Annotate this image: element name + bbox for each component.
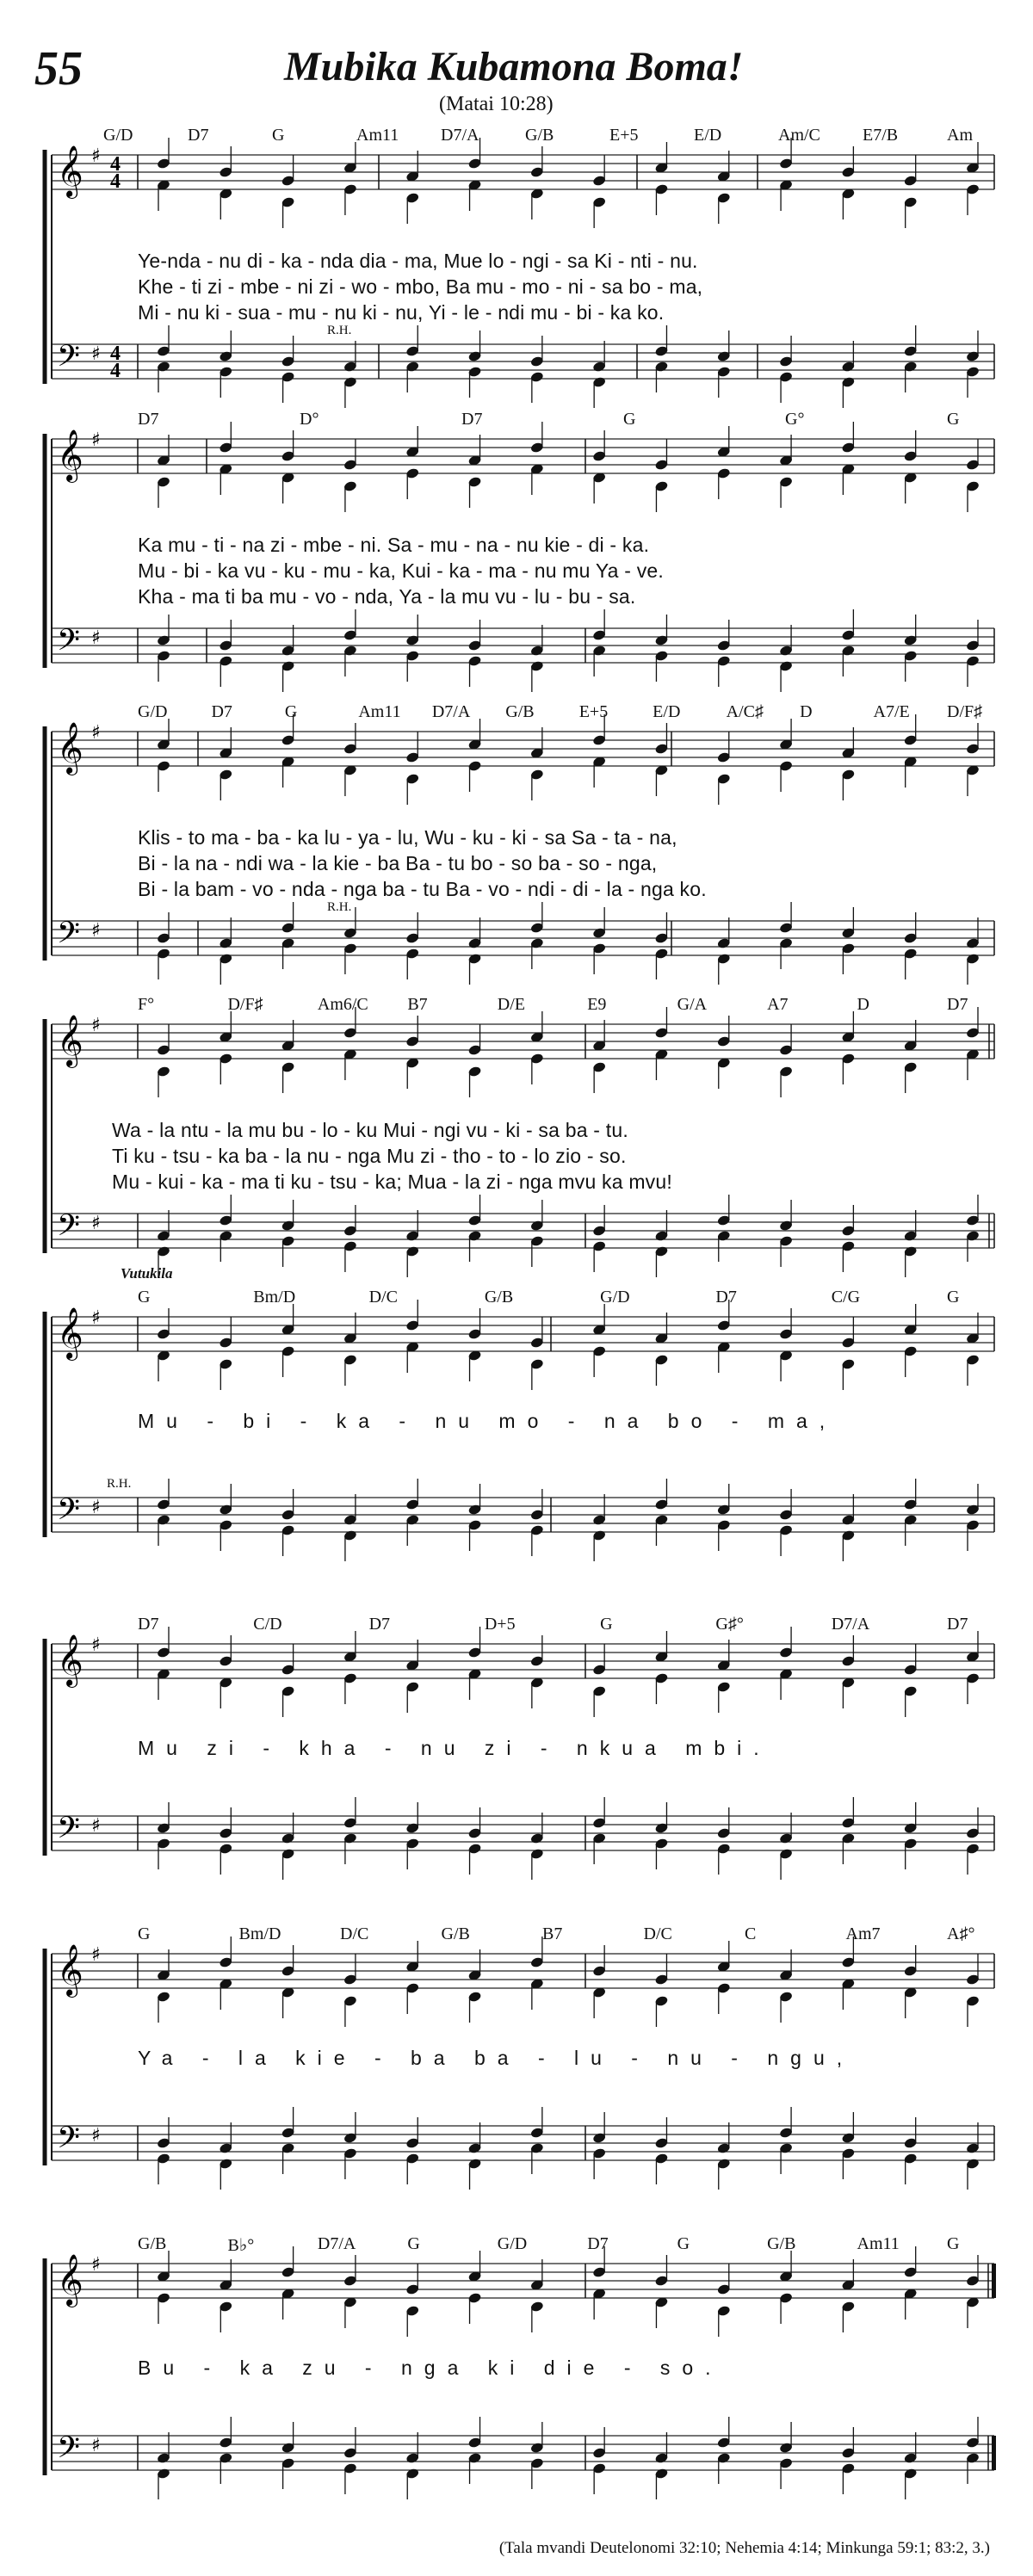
staff-system — [34, 1928, 999, 2221]
chord-symbol: D7/A — [831, 1615, 870, 1634]
chord-symbol: D/F♯ — [227, 995, 263, 1014]
music-system — [34, 1924, 999, 2221]
hymn-number: 55 — [34, 42, 83, 96]
footnote: (Tala mvandi Deutelonomi 32:10; Nehemia 4:14; Minkunga 59:1; 83:2, 3.) — [498, 2539, 990, 2557]
music-system — [34, 126, 999, 413]
chord-symbol: G — [947, 410, 960, 429]
lyric-line: Bu - ka zu - nga ki die - so. — [138, 2357, 723, 2379]
chord-symbol: E+5 — [578, 702, 609, 721]
chord-symbol: G — [284, 702, 298, 721]
chord-symbol: E+5 — [609, 126, 639, 145]
bass-clef-icon: 𝄢 — [57, 622, 81, 664]
sharp-key-icon: ♯ — [91, 627, 101, 649]
sharp-key-icon: ♯ — [91, 1497, 101, 1518]
chord-symbol: D/C — [368, 1288, 398, 1307]
scripture-reference: (Matai 10:28) — [439, 93, 554, 115]
chord-symbol: D° — [300, 410, 319, 429]
treble-clef-icon: 𝄞 — [57, 1307, 84, 1359]
sharp-key-icon: ♯ — [91, 1213, 101, 1234]
lyric-line: Mi - nu ki - sua - mu - nu ki - nu, Yi - le - ndi mu - bi - ka ko. — [138, 301, 665, 324]
sharp-key-icon: ♯ — [91, 722, 101, 744]
chord-symbol: G — [677, 2234, 690, 2253]
chord-symbol: A7/E — [873, 702, 910, 721]
lyric-line: Mu zi - kha - nu zi - nkua mbi. — [138, 1737, 771, 1759]
lyric-line: Ya - la kie - ba ba - lu - nu - ngu, — [138, 2047, 855, 2069]
lyric-line: Ye-nda - nu di - ka - nda dia - ma, Mue lo - ngi - sa Ki - nti - nu. — [138, 250, 698, 272]
chord-symbol: Am11 — [358, 702, 401, 721]
time-signature: 4 — [110, 170, 121, 193]
sharp-key-icon: ♯ — [91, 145, 101, 167]
chord-symbol: C/D — [253, 1615, 282, 1634]
sharp-key-icon: ♯ — [91, 343, 101, 365]
lyric-line: Mu - kui - ka - ma ti ku - tsu - ka; Mua - la zi - nga mvu ka mvu! — [112, 1171, 672, 1193]
chord-symbol: G — [272, 126, 285, 145]
chord-symbol: D7 — [715, 1288, 737, 1307]
lyric-line: Khe - ti zi - mbe - ni zi - wo - mbo, Ba mu - mo - ni - sa bo - ma, — [138, 275, 703, 298]
chord-symbol: D7 — [368, 1615, 391, 1634]
tempo-marking: Vutukila — [121, 1265, 173, 1282]
chord-symbol: C — [745, 1924, 757, 1943]
chord-symbol: D7 — [587, 2234, 609, 2253]
chord-symbol: E7/B — [863, 126, 899, 145]
chord-symbol: D7 — [211, 702, 232, 721]
chord-symbol: D/C — [643, 1924, 672, 1943]
sharp-key-icon: ♯ — [91, 2254, 101, 2276]
chord-symbol: D7 — [138, 410, 159, 429]
chord-symbol: D/E — [497, 995, 525, 1014]
chord-symbol: A7 — [767, 995, 789, 1014]
staff-system — [34, 1291, 999, 1601]
chord-symbol: D7 — [138, 1615, 159, 1634]
chord-symbol: D7 — [947, 995, 968, 1014]
chord-symbol: A/C♯ — [726, 702, 764, 721]
treble-clef-icon: 𝄞 — [57, 722, 84, 774]
chord-symbol: B♭° — [227, 2236, 255, 2255]
lyric-line: Mu - bi - ka - nu mo - na bo - ma, — [138, 1410, 838, 1432]
treble-clef-icon: 𝄞 — [57, 1634, 84, 1686]
chord-symbol: D7/A — [441, 126, 479, 145]
time-signature: 4 — [110, 153, 121, 176]
chord-symbol: Am — [947, 126, 973, 145]
right-hand-marking: R.H. — [327, 324, 352, 337]
chord-symbol: G/A — [677, 995, 708, 1014]
chord-symbol: C/G — [831, 1288, 861, 1307]
bass-clef-icon: 𝄢 — [57, 2120, 81, 2162]
right-hand-marking: R.H. — [327, 900, 352, 914]
chord-symbol: G° — [785, 410, 805, 429]
chord-symbol: G/B — [138, 2234, 167, 2253]
music-system — [34, 1615, 999, 1911]
lyric-line: Kha - ma ti ba mu - vo - nda, Ya - la mu vu - lu - bu - sa. — [138, 585, 636, 608]
lyric-line: Ka mu - ti - na zi - mbe - ni. Sa - mu - na - nu kie - di - ka. — [138, 534, 650, 556]
bass-clef-icon: 𝄢 — [57, 2430, 81, 2472]
chord-symbol: G/D — [103, 126, 133, 145]
sharp-key-icon: ♯ — [91, 1944, 101, 1966]
lyric-line: Bi - la na - ndi wa - la kie - ba Ba - tu bo - so ba - so - nga, — [138, 852, 658, 874]
chord-symbol: D — [857, 995, 869, 1014]
treble-clef-icon: 𝄞 — [57, 429, 84, 481]
chord-symbol: G/D — [138, 702, 168, 721]
chord-symbol: D/F♯ — [947, 702, 983, 721]
treble-clef-icon: 𝄞 — [57, 145, 84, 197]
chord-symbol: D7 — [947, 1615, 968, 1634]
sharp-key-icon: ♯ — [91, 1634, 101, 1656]
chord-symbol: Am11 — [356, 126, 399, 145]
chord-symbol: Am6/C — [317, 995, 368, 1014]
chord-symbol: A♯° — [947, 1924, 975, 1943]
final-barline — [992, 2264, 996, 2298]
chord-symbol: B7 — [542, 1924, 563, 1943]
staff-system — [34, 2238, 999, 2539]
treble-clef-icon: 𝄞 — [57, 2254, 84, 2306]
sharp-key-icon: ♯ — [91, 920, 101, 942]
treble-clef-icon: 𝄞 — [57, 1944, 84, 1996]
bass-clef-icon: 𝄢 — [57, 1492, 81, 1534]
music-system — [34, 702, 999, 990]
chord-symbol: G/B — [484, 1288, 514, 1307]
sharp-key-icon: ♯ — [91, 1015, 101, 1036]
sharp-key-icon: ♯ — [91, 1307, 101, 1329]
chord-symbol: G — [623, 410, 636, 429]
chord-symbol: G — [600, 1615, 613, 1634]
sharp-key-icon: ♯ — [91, 2435, 101, 2456]
chord-symbol: E9 — [587, 995, 607, 1014]
treble-clef-icon: 𝄞 — [57, 1015, 84, 1066]
chord-symbol: B7 — [407, 995, 428, 1014]
hymn-title: Mubika Kubamona Boma! — [284, 44, 744, 90]
lyric-line: Mu - bi - ka vu - ku - mu - ka, Kui - ka - ma - nu mu Ya - ve. — [138, 559, 664, 582]
chord-symbol: D — [800, 702, 813, 721]
time-signature: 4 — [110, 343, 121, 365]
bass-clef-icon: 𝄢 — [57, 1810, 81, 1852]
music-system — [34, 995, 999, 1282]
chord-symbol: G — [947, 2234, 960, 2253]
chord-symbol: Bm/D — [253, 1288, 296, 1307]
lyric-line: Bi - la bam - vo - nda - nga ba - tu Ba - vo - ndi - di - la - nga ko. — [138, 878, 707, 900]
chord-symbol: D7/A — [317, 2234, 356, 2253]
sharp-key-icon: ♯ — [91, 429, 101, 451]
chord-symbol: G/D — [600, 1288, 630, 1307]
time-signature: 4 — [110, 360, 121, 382]
chord-symbol: E/D — [694, 126, 722, 145]
chord-symbol: Am/C — [778, 126, 820, 145]
music-system — [34, 410, 999, 697]
sharp-key-icon: ♯ — [91, 2125, 101, 2147]
chord-symbol: G — [407, 2234, 420, 2253]
right-hand-marking: R.H. — [107, 1477, 132, 1491]
bass-clef-icon: 𝄢 — [57, 1208, 81, 1250]
chord-symbol: D/C — [340, 1924, 369, 1943]
chord-symbol: G♯° — [715, 1615, 744, 1634]
chord-symbol: D7/A — [431, 702, 471, 721]
chord-symbol: G/B — [525, 126, 554, 145]
chord-symbol: Bm/D — [238, 1924, 281, 1943]
bass-clef-icon: 𝄢 — [57, 338, 81, 380]
chord-symbol: G/B — [441, 1924, 470, 1943]
chord-symbol: G/B — [505, 702, 535, 721]
lyric-line: Ti ku - tsu - ka ba - la nu - nga Mu zi - tho - to - lo zio - so. — [112, 1145, 627, 1167]
chord-symbol: D7 — [461, 410, 483, 429]
final-barline — [992, 2436, 996, 2470]
chord-symbol: G/D — [497, 2234, 528, 2253]
lyric-line: Wa - la ntu - la mu bu - lo - ku Mui - ngi vu - ki - sa ba - tu. — [112, 1119, 628, 1141]
lyric-line: Klis - to ma - ba - ka lu - ya - lu, Wu - ku - ki - sa Sa - ta - na, — [138, 826, 677, 849]
chord-symbol: F° — [138, 995, 155, 1014]
chord-symbol: G — [947, 1288, 960, 1307]
chord-symbol: D+5 — [484, 1615, 516, 1634]
chord-symbol: E/D — [653, 702, 681, 721]
chord-symbol: Am7 — [845, 1924, 881, 1943]
music-system — [34, 1265, 999, 1601]
bass-clef-icon: 𝄢 — [57, 915, 81, 957]
music-system — [34, 2234, 999, 2539]
sharp-key-icon: ♯ — [91, 1815, 101, 1837]
chord-symbol: G — [138, 1924, 151, 1943]
chord-symbol: G — [138, 1288, 151, 1307]
chord-symbol: G/B — [767, 2234, 796, 2253]
chord-symbol: D7 — [188, 126, 209, 145]
chord-symbol: Am11 — [857, 2234, 900, 2253]
staff-system — [34, 1618, 999, 1911]
